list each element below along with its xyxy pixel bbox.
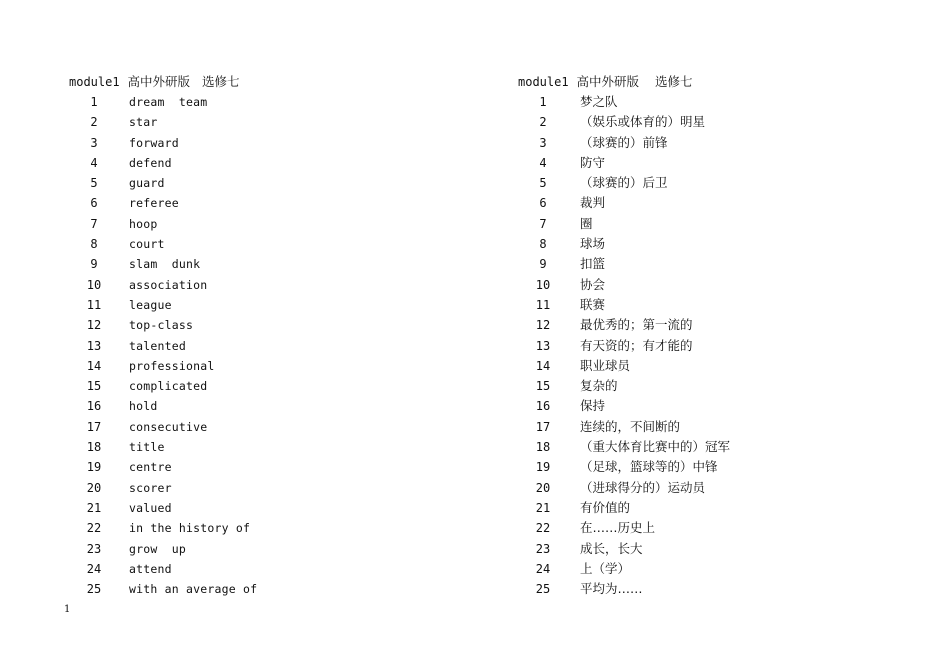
chinese-meaning: 职业球员: [580, 357, 631, 373]
item-number: 13: [86, 338, 102, 353]
list-item: [518, 396, 898, 416]
list-item: [518, 457, 898, 477]
list-item: [518, 376, 898, 396]
item-number: 12: [535, 318, 551, 333]
list-item: [518, 92, 898, 112]
list-item: [518, 518, 898, 538]
english-term: with an average of: [129, 582, 258, 597]
chinese-meaning: 裁判: [580, 195, 606, 211]
list-item: [518, 559, 898, 579]
item-number: 16: [535, 399, 551, 414]
english-term: grow up: [129, 541, 186, 556]
list-item: [69, 173, 449, 193]
item-number: 16: [86, 399, 102, 414]
english-term: dream team: [129, 95, 208, 109]
list-item: [69, 417, 449, 437]
item-number: 19: [86, 460, 102, 475]
item-number: 4: [539, 155, 547, 170]
list-item: [69, 275, 449, 295]
list-item: [518, 173, 898, 193]
item-number: 2: [539, 115, 547, 130]
chinese-meaning: 联赛: [580, 296, 606, 312]
list-item: [69, 498, 449, 518]
list-item: [69, 336, 449, 356]
chinese-meaning: 球场: [580, 236, 606, 252]
chinese-meaning: 最优秀的；第一流的: [580, 317, 693, 333]
list-item: [518, 315, 898, 335]
list-item: [518, 498, 898, 518]
english-term: hold: [129, 399, 158, 414]
chinese-meaning: 保持: [580, 398, 606, 414]
chinese-meaning: 平均为……: [580, 581, 643, 597]
list-item: [69, 234, 449, 254]
item-number: 15: [535, 379, 551, 394]
textbook-title: 高中外研版: [127, 74, 191, 89]
chinese-meaning: （球赛的）前锋: [580, 134, 668, 150]
english-term: consecutive: [129, 419, 208, 434]
english-term: league: [129, 297, 172, 312]
english-term: talented: [129, 338, 186, 353]
list-item: [518, 193, 898, 213]
item-number: 13: [535, 338, 551, 353]
list-item: [69, 295, 449, 315]
list-item: [69, 478, 449, 498]
chinese-meaning-list: [518, 92, 898, 599]
chinese-meaning: 上（学）: [580, 560, 631, 576]
list-item: [518, 579, 898, 599]
list-item: [518, 275, 898, 295]
list-item: [69, 457, 449, 477]
list-item: [69, 396, 449, 416]
item-number: 25: [535, 582, 551, 597]
item-number: 3: [90, 135, 98, 150]
list-item: [69, 376, 449, 396]
english-term: professional: [129, 358, 215, 373]
item-number: 4: [90, 155, 98, 170]
item-number: 23: [535, 541, 551, 556]
list-item: [69, 539, 449, 559]
item-number: 8: [539, 237, 547, 252]
chinese-meaning: 复杂的: [580, 378, 618, 394]
english-term: star: [129, 115, 158, 130]
list-item: [518, 214, 898, 234]
item-number: 17: [86, 419, 102, 434]
item-number: 7: [539, 216, 547, 231]
chinese-meaning: 在……历史上: [580, 520, 656, 536]
english-term: attend: [129, 561, 172, 576]
english-term: scorer: [129, 480, 172, 495]
list-item: [69, 356, 449, 376]
chinese-meaning: 有价值的: [580, 499, 631, 515]
list-item: [518, 539, 898, 559]
chinese-meaning: 成长，长大: [580, 540, 643, 556]
list-item: [69, 133, 449, 153]
english-word-list: [69, 92, 449, 599]
item-number: 18: [535, 440, 551, 455]
volume-label: 选修七: [201, 74, 240, 89]
page-number: 1: [64, 604, 71, 615]
list-item: [518, 478, 898, 498]
english-term: court: [129, 237, 165, 252]
item-number: 9: [539, 257, 547, 272]
item-number: 25: [86, 582, 102, 597]
item-number: 8: [90, 237, 98, 252]
english-term: referee: [129, 196, 179, 211]
english-column-header: [69, 72, 449, 92]
english-term: title: [129, 440, 165, 455]
item-number: 5: [90, 176, 98, 191]
list-item: [518, 295, 898, 315]
list-item: [518, 112, 898, 132]
chinese-column-header: [518, 72, 898, 92]
english-term: defend: [129, 155, 172, 170]
item-number: 18: [86, 440, 102, 455]
item-number: 1: [539, 95, 547, 109]
chinese-meaning: （重大体育比赛中的）冠军: [580, 439, 731, 455]
item-number: 10: [535, 277, 551, 292]
item-number: 14: [535, 358, 551, 373]
item-number: 21: [86, 500, 102, 515]
english-term: hoop: [129, 216, 158, 231]
item-number: 7: [90, 216, 98, 231]
item-number: 9: [90, 257, 98, 272]
list-item: [518, 417, 898, 437]
item-number: 6: [539, 196, 547, 211]
english-term: association: [129, 277, 208, 292]
item-number: 6: [90, 196, 98, 211]
list-item: [69, 579, 449, 599]
item-number: 20: [86, 480, 102, 495]
chinese-meaning: 协会: [580, 276, 606, 292]
list-item: [69, 214, 449, 234]
chinese-meaning: （足球，篮球等的）中锋: [580, 459, 718, 475]
list-item: [518, 336, 898, 356]
list-item: [69, 112, 449, 132]
chinese-column: [518, 72, 898, 599]
list-item: [69, 254, 449, 274]
list-item: [69, 315, 449, 335]
chinese-meaning: 圈: [580, 215, 593, 231]
item-number: 3: [539, 135, 547, 150]
item-number: 14: [86, 358, 102, 373]
english-term: valued: [129, 500, 172, 515]
module-label: module1: [69, 75, 120, 89]
chinese-meaning: 梦之队: [580, 94, 618, 109]
textbook-title: 高中外研版: [576, 74, 640, 89]
item-number: 15: [86, 379, 102, 394]
english-term: complicated: [129, 379, 208, 394]
list-item: [69, 193, 449, 213]
english-term: forward: [129, 135, 179, 150]
english-column: [69, 72, 449, 599]
chinese-meaning: （球赛的）后卫: [580, 175, 668, 191]
chinese-meaning: 扣篮: [580, 256, 606, 272]
list-item: [69, 518, 449, 538]
list-item: [518, 153, 898, 173]
item-number: 11: [535, 297, 551, 312]
item-number: 5: [539, 176, 547, 191]
english-term: in the history of: [129, 521, 251, 536]
item-number: 10: [86, 277, 102, 292]
chinese-meaning: （娱乐或体育的）明星: [580, 114, 706, 130]
item-number: 24: [86, 561, 102, 576]
chinese-meaning: 防守: [580, 154, 606, 170]
item-number: 21: [535, 500, 551, 515]
list-item: [69, 153, 449, 173]
chinese-meaning: 有天资的；有才能的: [580, 337, 693, 353]
list-item: [518, 133, 898, 153]
item-number: 22: [86, 521, 102, 536]
list-item: [518, 437, 898, 457]
chinese-meaning: （进球得分的）运动员: [580, 479, 706, 495]
english-term: slam dunk: [129, 257, 201, 272]
list-item: [518, 356, 898, 376]
list-item: [69, 92, 449, 112]
item-number: 2: [90, 115, 98, 130]
english-term: top-class: [129, 318, 194, 333]
item-number: 24: [535, 561, 551, 576]
item-number: 22: [535, 521, 551, 536]
volume-label: 选修七: [654, 74, 693, 89]
english-term: guard: [129, 176, 165, 191]
item-number: 17: [535, 419, 551, 434]
chinese-meaning: 连续的，不间断的: [580, 418, 681, 434]
english-term: centre: [129, 460, 172, 475]
item-number: 20: [535, 480, 551, 495]
list-item: [69, 559, 449, 579]
item-number: 23: [86, 541, 102, 556]
item-number: 12: [86, 318, 102, 333]
item-number: 19: [535, 460, 551, 475]
item-number: 11: [86, 297, 102, 312]
module-label: module1: [518, 75, 569, 89]
list-item: [69, 437, 449, 457]
item-number: 1: [90, 95, 98, 109]
list-item: [518, 234, 898, 254]
list-item: [518, 254, 898, 274]
